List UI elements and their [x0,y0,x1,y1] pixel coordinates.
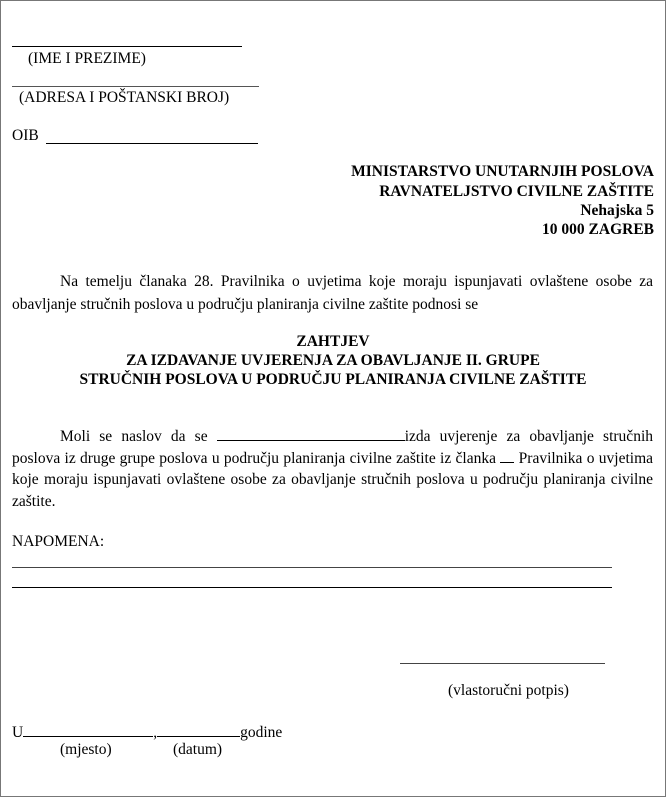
title-line-1: ZAHTJEV [296,333,370,350]
date-label: (datum) [173,741,223,758]
oib-field-line[interactable] [46,143,258,144]
place-date-line [12,722,282,742]
request-paragraph [12,426,653,512]
name-label: (IME I PREZIME) [28,50,146,67]
year-suffix: godine [240,724,283,741]
intro-paragraph [12,270,653,316]
place-prefix: U [12,724,24,741]
addressee-blank[interactable] [217,426,405,441]
address-label: (ADRESA I POŠTANSKI BROJ) [19,89,230,106]
oib-label: OIB [12,127,39,144]
date-blank[interactable] [157,722,240,737]
note-line-1[interactable] [12,567,612,568]
note-line-2[interactable] [12,587,612,588]
address-field-line[interactable] [12,86,259,87]
comma: , [153,724,158,741]
recipient-line-1: MINISTARSTVO UNUTARNJIH POSLOVA [351,163,654,180]
recipient-line-3: Nehajska 5 [580,202,654,219]
place-label: (mjesto) [60,741,112,758]
request-text-3: Pravilnika o uvjetima koje moraju ispunjavati ovlaštene osobe za obavljanje stručnih poslova u području planiranja civilne zaštite. [12,449,654,510]
request-text-1: Moli se naslov da se [60,428,208,445]
article-blank[interactable] [500,448,514,463]
title-line-3: STRUČNIH POSLOVA U PODRUČJU PLANIRANJA CIVILNE ZAŠTITE [79,371,587,388]
request-text-2: izda uvjerenje za obavljanje stručnih poslova iz druge grupe poslova u području planiranja civilne zaštite iz članka [12,428,653,467]
title-line-2: ZA IZDAVANJE UVJERENJA ZA OBAVLJANJE II. GRUPE [126,352,540,369]
intro-text: Na temelju članaka 28. Pravilnika o uvjetima koje moraju ispunjavati ovlaštene osobe za obavljanje stručnih poslova u području planiranja civilne zaštite podnosi se [12,273,653,313]
name-field-line[interactable] [12,46,242,47]
recipient-line-2: RAVNATELJSTVO CIVILNE ZAŠTITE [379,183,654,200]
place-blank[interactable] [23,722,153,737]
signature-line[interactable] [400,663,605,664]
signature-label: (vlastoručni potpis) [448,682,569,699]
recipient-line-4: 10 000 ZAGREB [542,221,654,238]
note-label: NAPOMENA: [12,533,105,550]
